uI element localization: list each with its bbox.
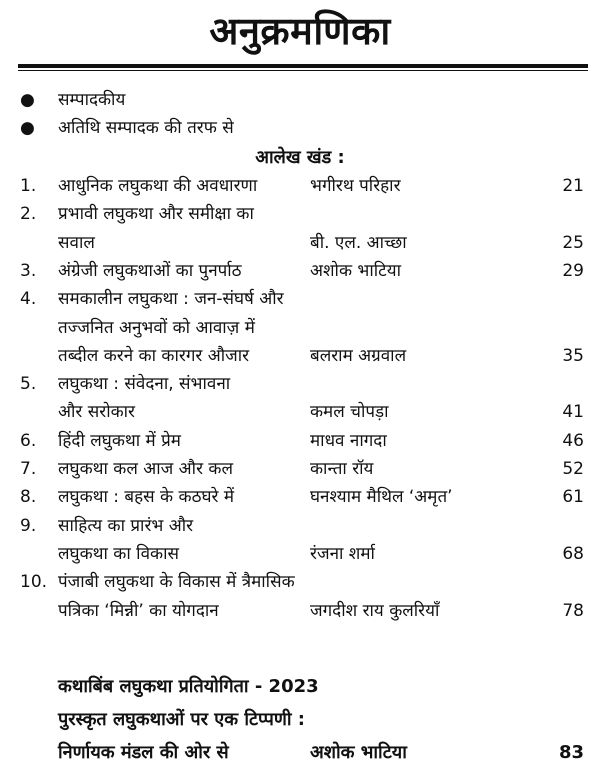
competition-subheading-text: पुरस्कृत लघुकथाओं पर एक टिप्पणी : <box>58 709 305 730</box>
toc-entry <box>0 568 600 596</box>
entry-title: लघुकथा : संवेदना, संभावना <box>58 374 231 395</box>
toc-entry-continuation <box>0 398 600 426</box>
entry-author: अशोक भाटिया <box>310 742 407 763</box>
entry-author: कमल चोपड़ा <box>310 402 389 423</box>
entry-page: 52 <box>562 459 584 479</box>
title-rule-thick <box>18 64 588 68</box>
toc-entry <box>0 285 600 313</box>
competition-subheading <box>0 706 600 734</box>
entry-page: 68 <box>562 543 584 564</box>
entry-number: 2. <box>20 204 37 225</box>
entry-title: हिंदी लघुकथा में प्रेम <box>58 430 181 451</box>
entry-title: सवाल <box>58 232 95 253</box>
entry-page: 46 <box>562 430 584 451</box>
entry-title: और सरोकार <box>58 402 136 423</box>
entry-author: भगीरथ परिहार <box>310 176 401 196</box>
entry-title: अंग्रेजी लघुकथाओं का पुनर्पाठ <box>58 260 242 281</box>
entry-number: 7. <box>20 459 37 479</box>
entry-title: लघुकथा : बहस के कठघरे में <box>58 487 235 508</box>
toc-entry-continuation <box>0 342 600 370</box>
entry-title: पंजाबी लघुकथा के विकास में त्रैमासिक <box>58 572 295 593</box>
entry-number: 10. <box>20 572 48 593</box>
toc-entry-continuation <box>0 229 600 257</box>
entry-page: 83 <box>558 742 584 763</box>
toc-entry <box>0 257 600 285</box>
toc-entry <box>0 483 600 511</box>
entry-number: 6. <box>20 430 37 451</box>
entry-number: 9. <box>20 515 37 536</box>
entry-title: आधुनिक लघुकथा की अवधारणा <box>58 176 258 196</box>
entry-number: 5. <box>20 374 37 395</box>
entry-title: निर्णायक मंडल की ओर से <box>58 742 229 763</box>
entry-page: 35 <box>562 345 584 366</box>
entry-title: प्रभावी लघुकथा और समीक्षा का <box>58 204 254 225</box>
title-rule-thin <box>18 70 588 71</box>
toc-entry <box>0 370 600 398</box>
intro-item <box>0 114 600 142</box>
toc-entry-continuation <box>0 597 600 625</box>
entry-author: जगदीश राय कुलरियाँ <box>310 600 440 621</box>
entry-author: अशोक भाटिया <box>310 260 401 281</box>
entry-author: बलराम अग्रवाल <box>310 345 407 366</box>
entry-author: घनश्याम मैथिल ‘अमृत’ <box>310 487 453 508</box>
competition-entry <box>0 739 600 767</box>
entry-title: तज्जनित अनुभवों को आवाज़ में <box>58 317 255 338</box>
entry-page: 41 <box>562 402 584 423</box>
entry-title: तब्दील करने का कारगर औजार <box>58 345 250 366</box>
entry-number: 8. <box>20 487 37 508</box>
bullet-icon: ● <box>20 118 35 138</box>
entry-title: लघुकथा का विकास <box>58 543 179 564</box>
entry-author: रंजना शर्मा <box>310 543 375 564</box>
section-heading: आलेख खंड : <box>255 147 345 168</box>
entry-title: समकालीन लघुकथा : जन-संघर्ष और <box>58 289 284 310</box>
bullet-icon: ● <box>20 90 35 110</box>
entry-author: माधव नागदा <box>310 430 387 451</box>
entry-author: कान्ता रॉय <box>310 459 374 479</box>
intro-item-label: अतिथि सम्पादक की तरफ से <box>58 118 234 138</box>
toc-entry <box>0 512 600 540</box>
entry-title: साहित्य का प्रारंभ और <box>58 515 194 536</box>
entry-page: 21 <box>562 176 584 196</box>
entry-title: पत्रिका ‘मिन्नी’ का योगदान <box>58 600 219 621</box>
toc-entry <box>0 427 600 455</box>
entry-number: 4. <box>20 289 37 310</box>
entry-author: बी. एल. आच्छा <box>310 232 407 253</box>
toc-entry <box>0 455 600 483</box>
entry-title: लघुकथा कल आज और कल <box>58 459 234 479</box>
entry-number: 3. <box>20 260 37 281</box>
toc-entry <box>0 172 600 200</box>
entry-page: 29 <box>562 260 584 281</box>
toc-entry-continuation <box>0 314 600 342</box>
competition-heading-text: कथाबिंब लघुकथा प्रतियोगिता - 2023 <box>58 676 319 697</box>
competition-heading <box>0 673 600 701</box>
entry-number: 1. <box>20 176 37 196</box>
intro-item <box>0 86 600 114</box>
intro-item-label: सम्पादकीय <box>58 90 126 110</box>
toc-entry <box>0 200 600 228</box>
entry-page: 25 <box>562 232 584 253</box>
entry-page: 61 <box>562 487 584 508</box>
entry-page: 78 <box>562 600 584 621</box>
toc-entry-continuation <box>0 540 600 568</box>
page-title: अनुक्रमणिका <box>209 9 391 53</box>
